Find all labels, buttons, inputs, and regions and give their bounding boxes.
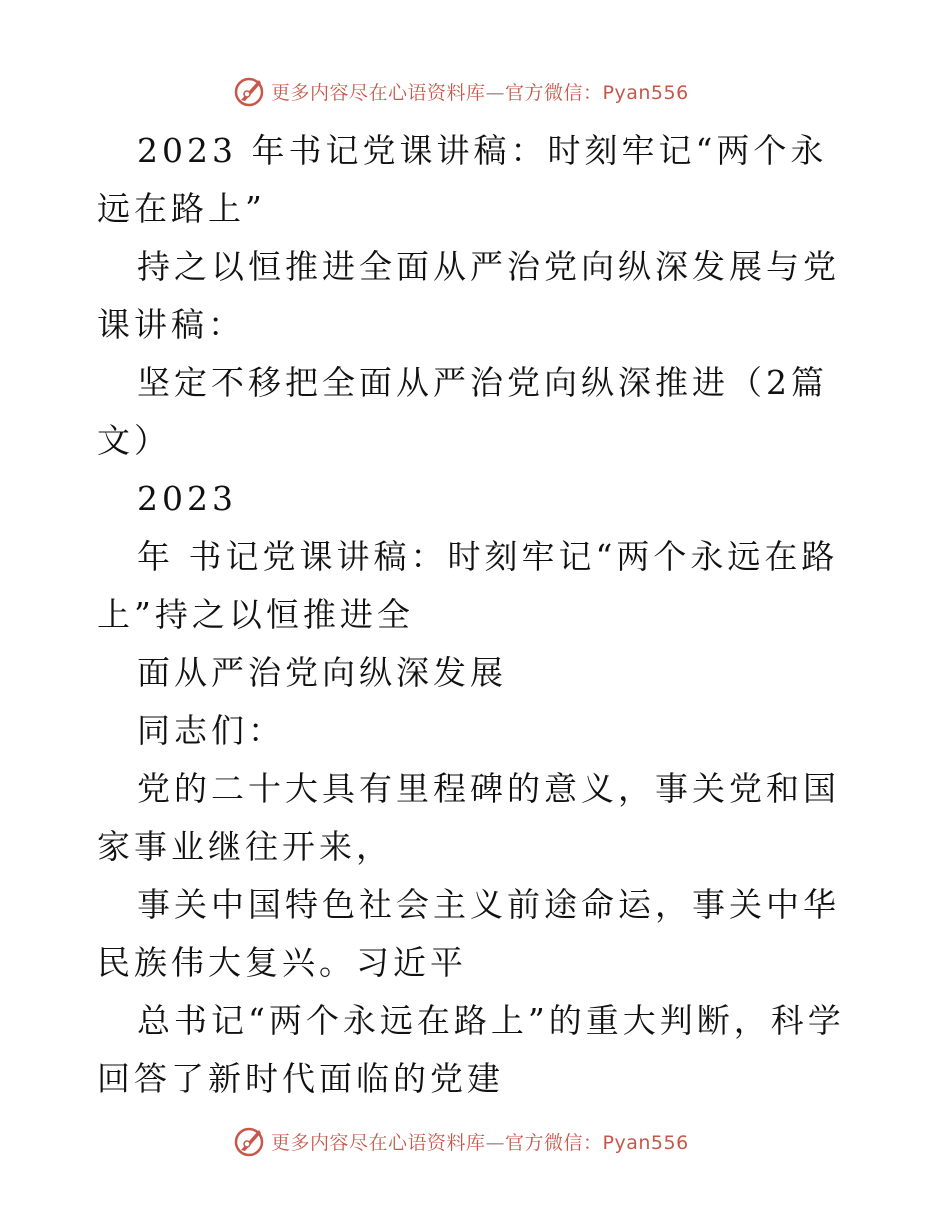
body-paragraph-2: 事关中国特色社会主义前途命运，事关中华民族伟大复兴。习近平 — [97, 885, 840, 982]
watermark-text — [271, 78, 689, 105]
watermark-footer — [233, 1124, 689, 1158]
watermark-text — [271, 1128, 689, 1155]
watermark-contact: 官方微信：Pyan556 — [505, 1131, 689, 1154]
salutation: 同志们： — [137, 711, 285, 750]
document-title-line-2: 持之以恒推进全面从严治党向纵深发展与党课讲稿： — [97, 247, 840, 344]
section-title-line-2: 上”持之以恒推进全 — [97, 595, 414, 634]
quill-logo-icon — [233, 1124, 267, 1158]
body-paragraph-3: 总书记“两个永远在路上”的重大判断，科学回答了新时代面临的党建 — [97, 1001, 845, 1098]
watermark-site: 更多内容尽在心语资料库 — [271, 81, 486, 104]
section-year: 2023 — [137, 479, 237, 518]
section-title-line-1: 年 书记党课讲稿：时刻牢记“两个永远在路 — [137, 537, 839, 576]
watermark-header — [233, 74, 689, 108]
watermark-contact: 官方微信：Pyan556 — [505, 81, 689, 104]
watermark-site: 更多内容尽在心语资料库 — [271, 1131, 486, 1154]
body-paragraph-1: 党的二十大具有里程碑的意义，事关党和国家事业继往开来， — [97, 769, 840, 866]
section-title-line-3: 面从严治党向纵深发展 — [137, 653, 507, 692]
document-title-line-1: 2023 年书记党课讲稿：时刻牢记“两个永远在路上” — [97, 131, 828, 228]
document-body — [97, 122, 857, 1108]
watermark-separator: — — [485, 1131, 506, 1154]
watermark-separator: — — [485, 81, 506, 104]
document-title-line-3: 坚定不移把全面从严治党向纵深推进（2篇文） — [97, 363, 828, 460]
quill-logo-icon — [233, 74, 267, 108]
